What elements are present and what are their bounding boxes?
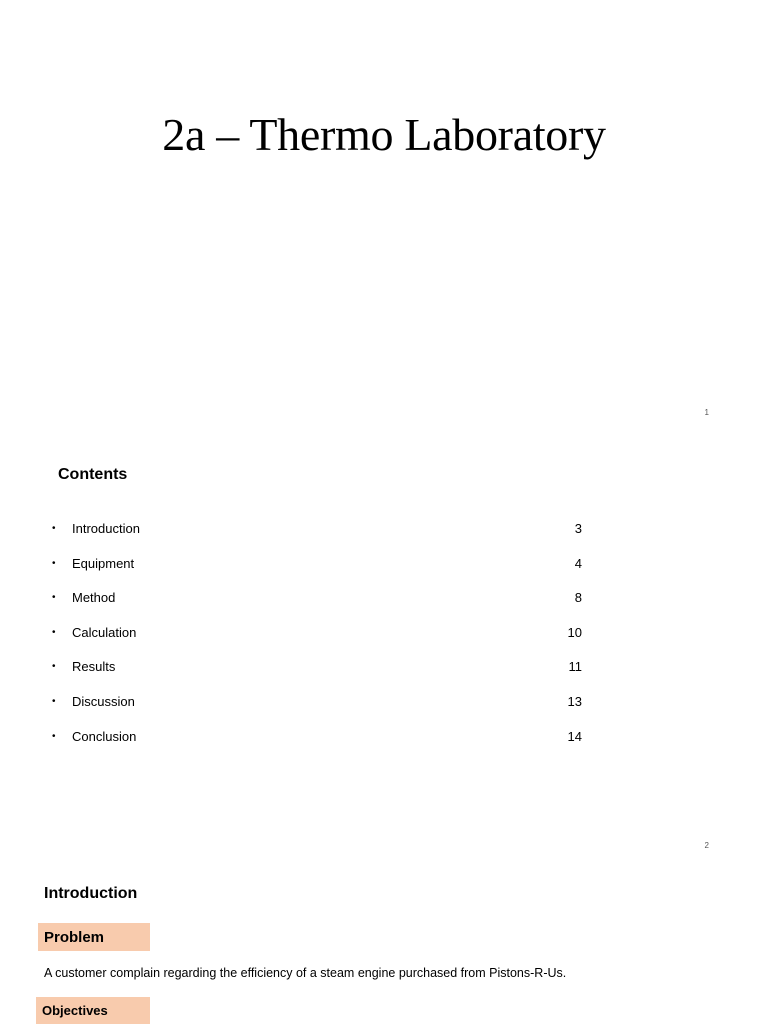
- problem-label: Problem: [44, 929, 105, 946]
- toc-item-method: [52, 589, 592, 624]
- objectives-label: Objectives: [42, 1003, 108, 1018]
- bullet-icon: •: [52, 626, 56, 638]
- page-number: 1: [704, 408, 709, 417]
- toc-item-results: [52, 658, 592, 693]
- bullet-icon: •: [52, 523, 56, 534]
- bullet-icon: •: [52, 695, 56, 707]
- toc-item-label: Method: [72, 590, 116, 606]
- problem-label-box: [38, 923, 150, 951]
- bullet-icon: •: [52, 730, 56, 742]
- toc-item-label: Results: [72, 659, 116, 675]
- toc-item-label: Conclusion: [72, 728, 137, 744]
- toc-item-page: 8: [574, 590, 582, 606]
- toc-item-page: 14: [567, 728, 582, 744]
- toc-item-label: Calculation: [72, 624, 137, 640]
- table-of-contents: [52, 520, 592, 762]
- contents-heading: Contents: [58, 466, 128, 483]
- toc-item-label: Discussion: [72, 693, 135, 709]
- toc-item-equipment: [52, 555, 592, 590]
- toc-item-page: 10: [567, 624, 582, 640]
- toc-item-page: 11: [568, 659, 582, 675]
- introduction-heading: Introduction: [44, 885, 138, 902]
- objectives-label-box: [36, 997, 150, 1024]
- toc-item-page: 3: [574, 521, 582, 536]
- page-number: 2: [704, 841, 709, 850]
- toc-item-page: 4: [574, 555, 582, 571]
- toc-item-introduction: [52, 520, 592, 555]
- bullet-icon: •: [52, 592, 56, 604]
- toc-item-calculation: [52, 624, 592, 659]
- toc-item-label: Introduction: [72, 521, 140, 536]
- toc-item-discussion: [52, 693, 592, 728]
- bullet-icon: •: [52, 557, 56, 569]
- problem-text: A customer complain regarding the efficiency of a steam engine purchased from Pistons-R-Us.: [44, 966, 567, 980]
- document-title: 2a – Thermo Laboratory: [162, 109, 606, 160]
- toc-item-page: 13: [567, 693, 582, 709]
- toc-item-label: Equipment: [72, 555, 135, 571]
- toc-item-conclusion: [52, 728, 592, 763]
- bullet-icon: •: [52, 661, 56, 673]
